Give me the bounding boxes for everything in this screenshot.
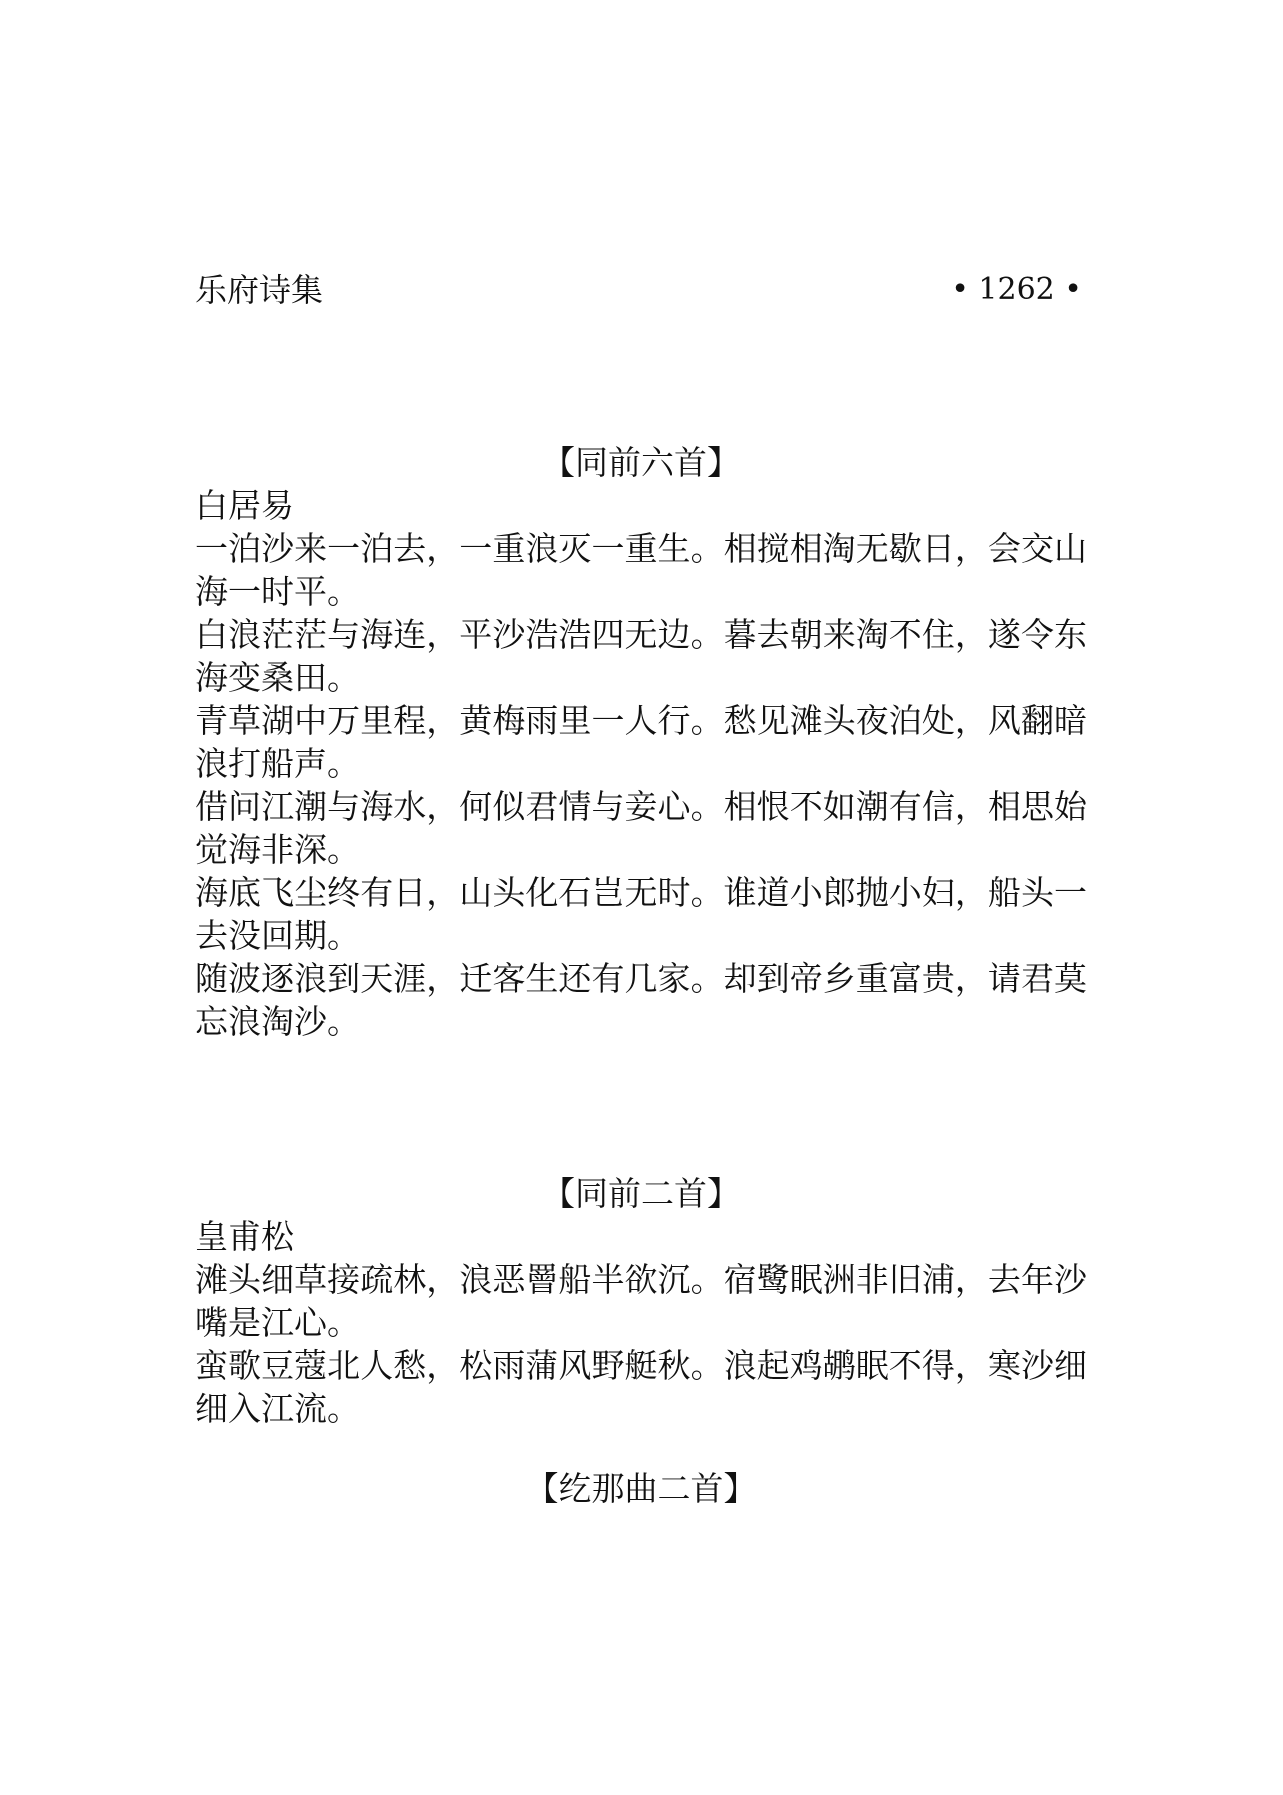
verse: 白浪茫茫与海连，平沙浩浩四无边。暮去朝来淘不住，遂令东海变桑田。 [195,615,1087,697]
section-title: 【纥那曲二首】 [525,1469,757,1508]
verse: 借问江潮与海水，何似君情与妾心。相恨不如潮有信，相思始觉海非深。 [195,787,1087,869]
verse: 随波逐浪到天涯，迁客生还有几家。却到帝乡重富贵，请君莫忘浪淘沙。 [195,959,1087,1041]
author-name: 皇甫松 [195,1217,294,1256]
poem-section [195,1172,1087,1430]
page-header [195,270,1082,310]
verse: 一泊沙来一泊去，一重浪灭一重生。相搅相淘无歇日，会交山海一时平。 [195,529,1087,611]
poem-section [195,1467,1087,1510]
verse: 蛮歌豆蔻北人愁，松雨蒲风野艇秋。浪起鸡鹕眠不得，寒沙细细入江流。 [195,1346,1087,1428]
verse: 海底飞尘终有日，山头化石岂无时。谁道小郎抛小妇，船头一去没回期。 [195,873,1087,955]
page-number: • 1262 • [951,272,1082,307]
section-title: 【同前二首】 [542,1174,740,1213]
section-title: 【同前六首】 [542,443,740,482]
verse: 青草湖中万里程，黄梅雨里一人行。愁见滩头夜泊处，风翻暗浪打船声。 [195,701,1087,783]
verse: 滩头细草接疏林，浪恶罾船半欲沉。宿鹭眠洲非旧浦，去年沙嘴是江心。 [195,1260,1087,1342]
poem-section [195,441,1087,1043]
author-name: 白居易 [195,486,294,525]
book-title: 乐府诗集 [195,271,324,309]
